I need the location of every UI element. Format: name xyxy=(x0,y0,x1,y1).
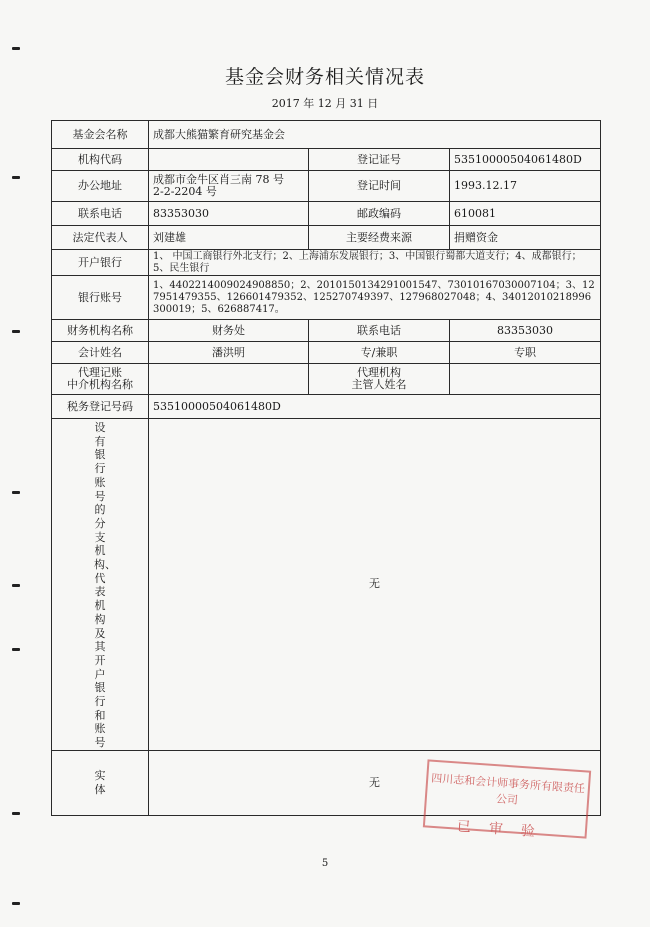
table-row xyxy=(52,342,601,364)
reg-no-label: 登记证号 xyxy=(309,149,450,171)
tax-value: 53510000504061480D xyxy=(149,395,601,419)
legal-rep-value: 刘建雄 xyxy=(149,226,309,250)
postcode-value: 610081 xyxy=(450,202,601,226)
reg-time-label: 登记时间 xyxy=(309,171,450,202)
table-row xyxy=(52,320,601,342)
document-date: 2017 年 12 月 31 日 xyxy=(271,97,379,110)
stamp-approved: 已审验 xyxy=(456,818,554,842)
finance-table xyxy=(51,120,601,816)
page-number: 5 xyxy=(321,858,329,869)
accountant-label: 会计姓名 xyxy=(52,342,149,364)
funding-value: 捐赠资金 xyxy=(450,226,601,250)
table-row xyxy=(52,419,601,751)
table-row xyxy=(52,250,601,276)
table-row xyxy=(52,276,601,320)
account-value: 1、4402214009024908850；2、2010150134291001547、73010167030007104；3、127951479355、126601479352、125270749397、127968027048；4、34012010218996300019；5、626887417。 xyxy=(149,276,601,320)
tax-label: 税务登记号码 xyxy=(52,395,149,419)
entity-label xyxy=(52,750,149,815)
legal-rep-label: 法定代表人 xyxy=(52,226,149,250)
name-value: 成都大熊猫繁育研究基金会 xyxy=(149,121,601,149)
reg-no-value: 53510000504061480D xyxy=(450,149,601,171)
agent-label-line-2: 中介机构名称 xyxy=(67,378,133,391)
table-row xyxy=(52,395,601,419)
agent-head-label-line-2: 主管人姓名 xyxy=(351,378,407,391)
postcode-label: 邮政编码 xyxy=(309,202,450,226)
table-row xyxy=(52,121,601,149)
agent-head-value xyxy=(450,364,601,395)
audit-stamp xyxy=(423,759,591,842)
punch-hole xyxy=(12,330,20,333)
agent-head-label xyxy=(309,364,450,395)
table-row xyxy=(52,202,601,226)
punch-hole xyxy=(12,812,20,815)
branch-label-text: 设有银行账号的分支机构、代表机构及其开户银行和账号 xyxy=(94,421,116,750)
fulltime-label: 专/兼职 xyxy=(309,342,450,364)
punch-hole xyxy=(12,648,20,651)
phone-label: 联系电话 xyxy=(52,202,149,226)
fulltime-value: 专职 xyxy=(450,342,601,364)
address-line-2: 2-2-2204 号 xyxy=(153,185,217,198)
fin-phone-label: 联系电话 xyxy=(309,320,450,342)
phone-value: 83353030 xyxy=(149,202,309,226)
address-value xyxy=(149,171,309,202)
name-label: 基金会名称 xyxy=(52,121,149,149)
bank-value: 1、 中国工商银行外北支行；2、上海浦东发展银行；3、中国银行蜀都大道支行；4、成都银行；5、民生银行 xyxy=(149,250,601,276)
address-label: 办公地址 xyxy=(52,171,149,202)
punch-hole xyxy=(12,176,20,179)
fin-phone-value: 83353030 xyxy=(450,320,601,342)
table-row xyxy=(52,364,601,395)
funding-label: 主要经费来源 xyxy=(309,226,450,250)
branch-value: 无 xyxy=(149,419,601,751)
agent-value xyxy=(149,364,309,395)
fin-dept-value: 财务处 xyxy=(149,320,309,342)
reg-time-value: 1993.12.17 xyxy=(450,171,601,202)
bank-label: 开户银行 xyxy=(52,250,149,276)
account-label: 银行账号 xyxy=(52,276,149,320)
address-line-1: 成都市金牛区肖三南 78 号 xyxy=(153,173,284,186)
table-row xyxy=(52,149,601,171)
entity-value: 无 xyxy=(149,750,601,815)
punch-hole xyxy=(12,902,20,905)
punch-hole xyxy=(12,584,20,587)
table-row xyxy=(52,171,601,202)
agent-label-line-1: 代理记账 xyxy=(78,366,122,379)
punch-hole xyxy=(12,491,20,494)
accountant-value: 潘洪明 xyxy=(149,342,309,364)
org-code-label: 机构代码 xyxy=(52,149,149,171)
stamp-company: 四川志和会计师事务所有限责任公司 xyxy=(430,771,586,807)
punch-hole xyxy=(12,47,20,50)
agent-label xyxy=(52,364,149,395)
agent-head-label-line-1: 代理机构 xyxy=(357,366,401,379)
org-code-value xyxy=(149,149,309,171)
branch-label xyxy=(52,419,149,751)
table-row xyxy=(52,226,601,250)
fin-dept-label: 财务机构名称 xyxy=(52,320,149,342)
entity-label-text: 实体 xyxy=(94,768,106,796)
document-title: 基金会财务相关情况表 xyxy=(224,66,425,88)
